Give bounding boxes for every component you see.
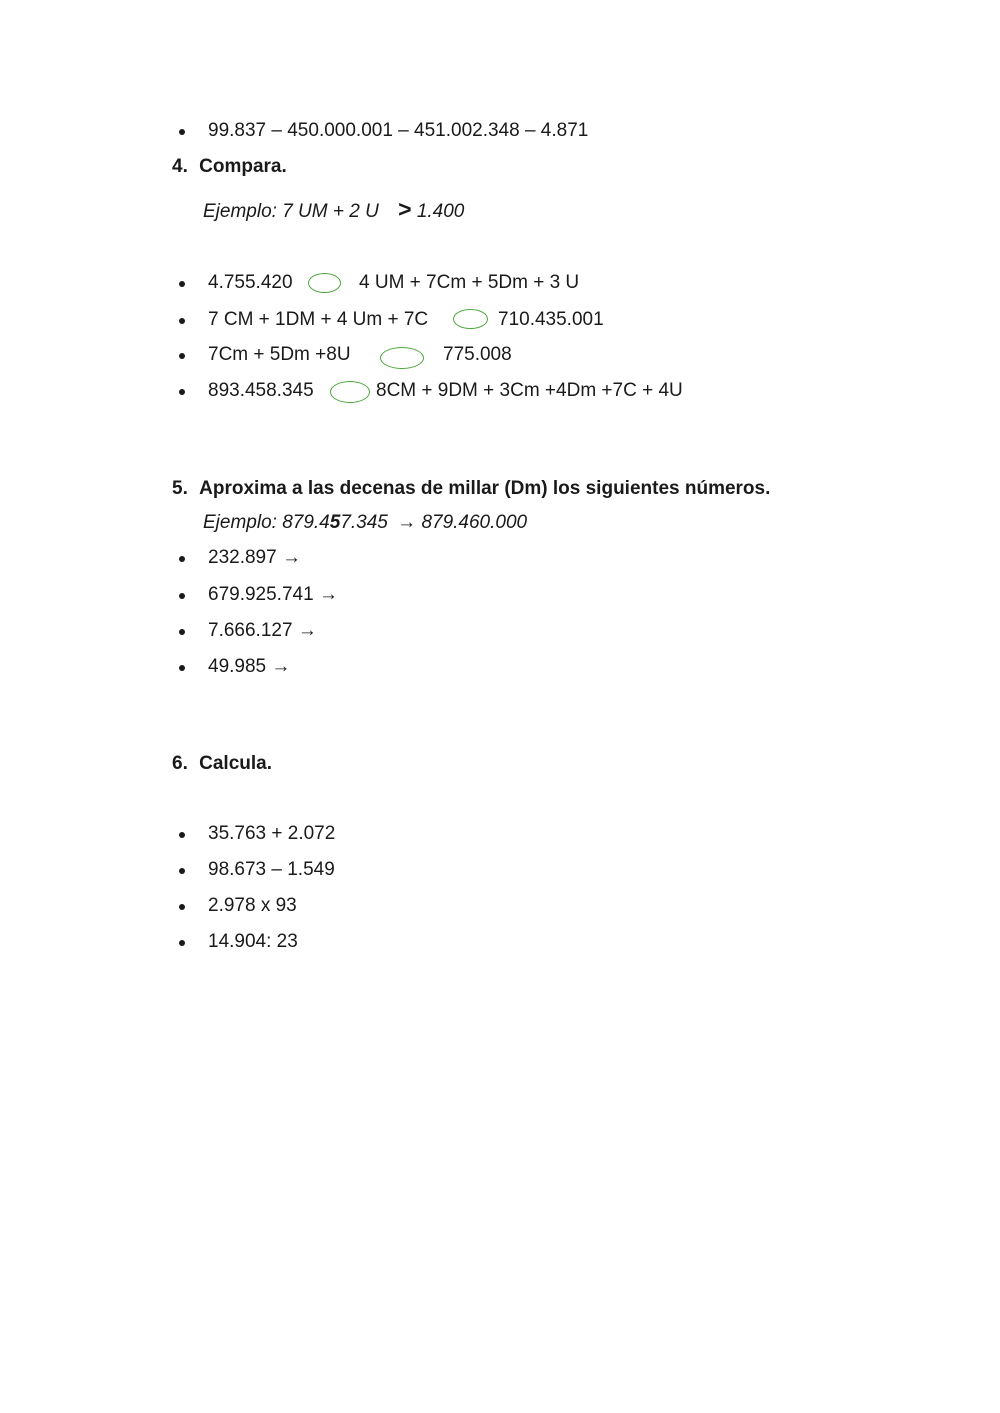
section-5-heading [172,478,770,500]
bullet [179,832,185,838]
section-number: 4. [172,156,188,177]
list-item: 99.837 – 450.000.001 – 451.002.348 – 4.871 [208,120,589,141]
example-prefix: Ejemplo: 7 UM + 2 U [203,201,379,222]
arrow-icon: → [281,547,301,568]
compare-right: 775.008 [443,344,512,365]
bullet [179,556,185,562]
example-result: 879.460.000 [421,512,528,533]
bullet [179,318,185,324]
compare-right: 710.435.001 [498,309,604,330]
compare-right: 8CM + 9DM + 3Cm +4Dm +7C + 4U [376,380,683,401]
compare-left: 7 CM + 1DM + 4 Um + 7C [208,309,429,330]
compare-answer-oval[interactable] [330,381,370,403]
arrow-icon: → [318,584,338,605]
list-item: 679.925.741 → [208,584,338,605]
bullet [179,389,185,395]
section-number: 6. [172,753,188,774]
bullet [179,353,185,359]
bullet [179,940,185,946]
arrow-icon: → [271,656,291,677]
example [203,512,527,534]
bullet [179,665,185,671]
section-title: Compara. [199,156,287,177]
bullet [179,129,185,135]
arrow-icon: → [297,620,317,641]
section-4-heading [172,156,287,178]
greater-than-symbol: > [398,196,412,222]
section-title: Calcula. [199,753,273,774]
compare-right: 4 UM + 7Cm + 5Dm + 3 U [359,272,580,293]
bullet [179,593,185,599]
section-number: 5. [172,478,188,499]
list-item: 14.904: 23 [208,931,298,952]
list-item: 232.897 → [208,547,301,568]
section-title: Aproxima a las decenas de millar (Dm) los siguientes números. [199,478,771,499]
example-middle: 7.345 [340,512,388,533]
bullet [179,281,185,287]
list-item: 7.666.127 → [208,620,317,641]
example-prefix: Ejemplo: 879.4 [203,512,330,533]
compare-answer-oval[interactable] [453,309,488,329]
list-item: 2.978 x 93 [208,895,297,916]
bullet [179,629,185,635]
list-item: 35.763 + 2.072 [208,823,336,844]
example [203,196,464,223]
example-suffix: 1.400 [416,201,465,222]
list-item: 49.985 → [208,656,291,677]
compare-left: 4.755.420 [208,272,293,293]
list-item: 98.673 – 1.549 [208,859,335,880]
section-6-heading [172,753,272,775]
example-highlight-digit: 5 [329,512,341,533]
compare-answer-oval[interactable] [308,273,341,293]
compare-answer-oval[interactable] [380,347,424,369]
compare-left: 7Cm + 5Dm +8U [208,344,351,365]
arrow-icon: → [397,512,417,533]
bullet [179,904,185,910]
compare-left: 893.458.345 [208,380,314,401]
bullet [179,868,185,874]
